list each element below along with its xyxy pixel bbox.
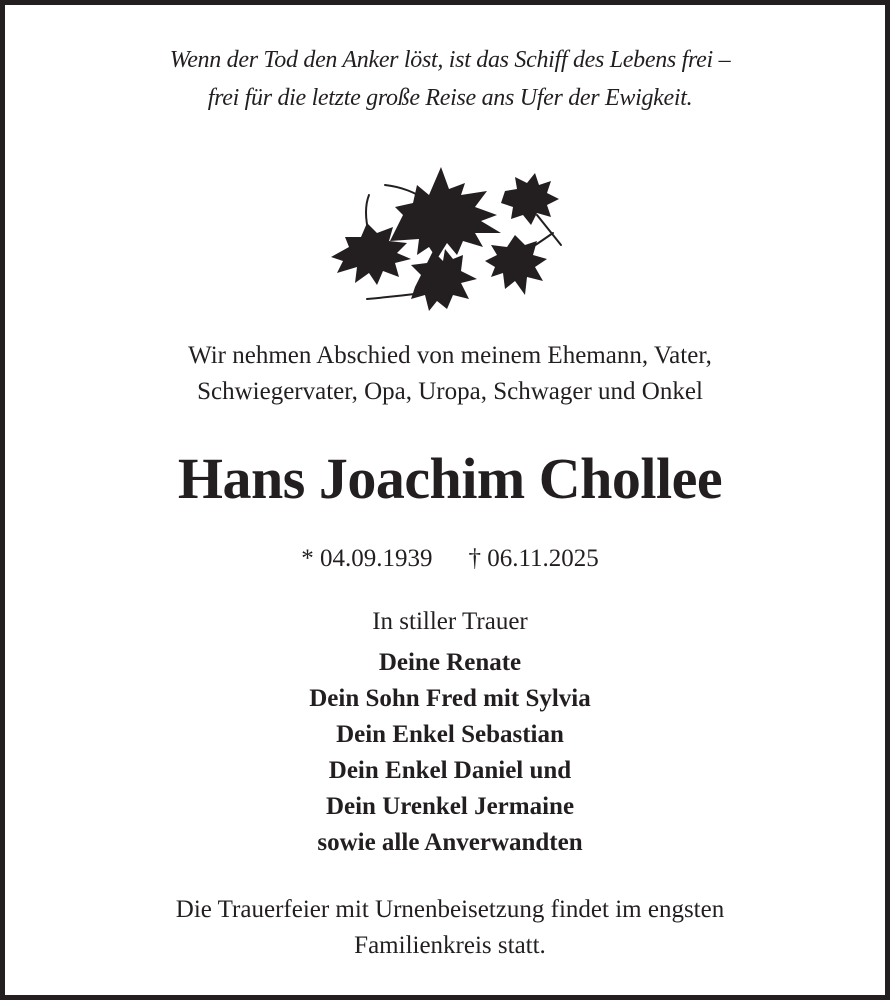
intro-line-1: Wir nehmen Abschied von meinem Ehemann, Vater, bbox=[188, 342, 712, 369]
family-line: Dein Urenkel Jermaine bbox=[325, 793, 575, 820]
intro-line-2: Schwiegervater, Opa, Uropa, Schwager und Onkel bbox=[197, 378, 703, 405]
birth-date: * 04.09.1939 bbox=[301, 545, 433, 572]
family-line: Dein Sohn Fred mit Sylvia bbox=[309, 685, 591, 712]
maple-leaves-icon bbox=[325, 163, 570, 315]
quote-line-1: Wenn der Tod den Anker löst, ist das Schiff des Lebens frei – bbox=[169, 47, 731, 73]
mourning-label: In stiller Trauer bbox=[372, 608, 528, 635]
family-line: sowie alle Anverwandten bbox=[317, 829, 583, 856]
death-date: † 06.11.2025 bbox=[468, 545, 599, 572]
closing-line-2: Familienkreis statt. bbox=[354, 932, 546, 959]
closing-line-1: Die Trauerfeier mit Urnenbeisetzung findet im engsten bbox=[175, 896, 725, 923]
family-line: Dein Enkel Daniel und bbox=[328, 757, 572, 784]
life-dates bbox=[5, 545, 890, 573]
family-line: Deine Renate bbox=[378, 649, 522, 676]
quote-line-2: frei für die letzte große Reise ans Ufer der Ewigkeit. bbox=[207, 85, 693, 111]
family-line: Dein Enkel Sebastian bbox=[336, 721, 564, 748]
deceased-name: Hans Joachim Chollee bbox=[177, 446, 723, 511]
